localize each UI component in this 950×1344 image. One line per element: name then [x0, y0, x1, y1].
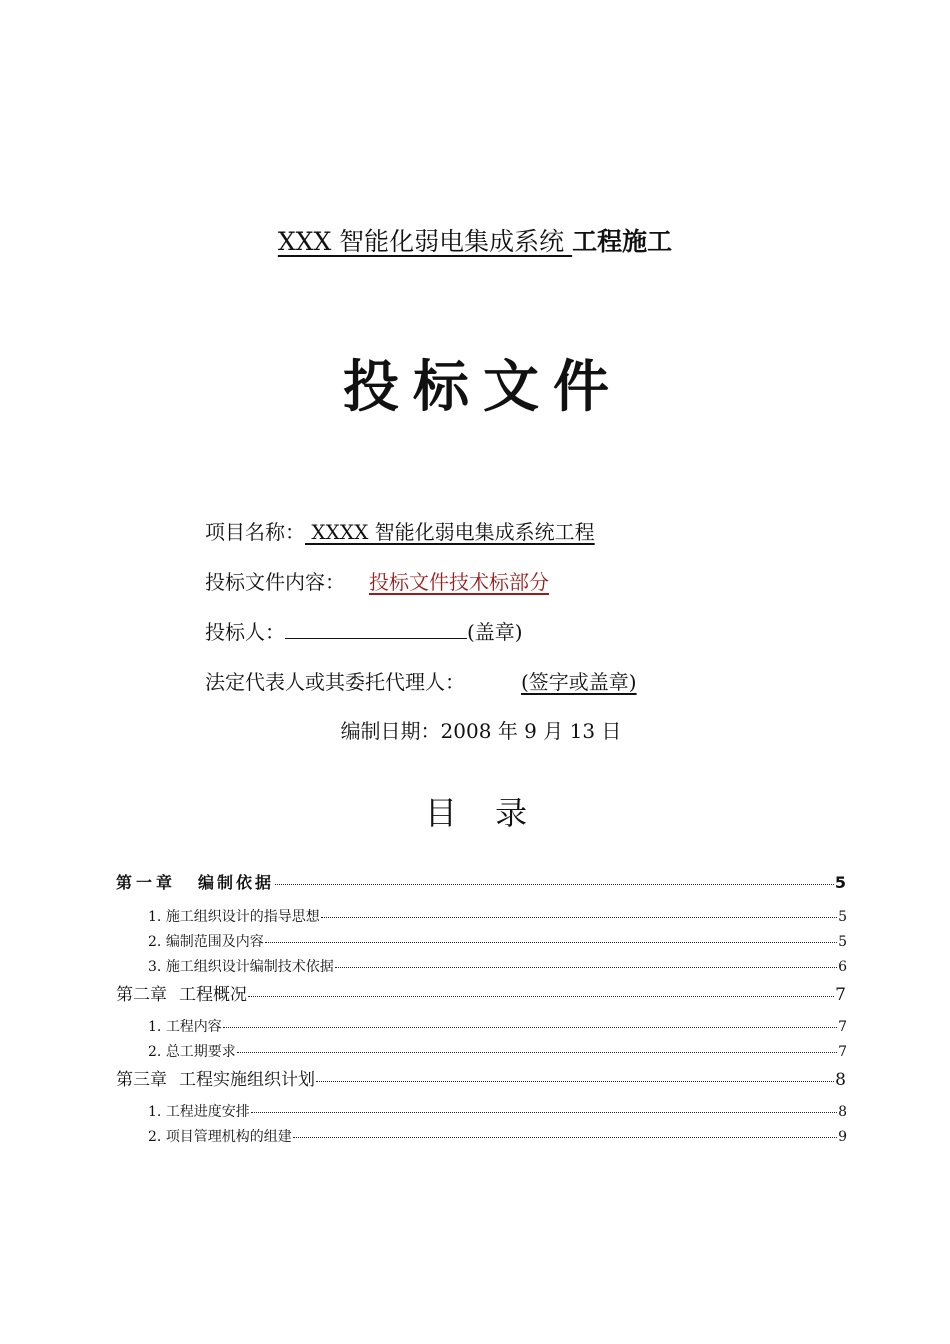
representative-field — [205, 666, 637, 695]
toc-section-2-2[interactable] — [148, 1041, 847, 1061]
project-title-line — [0, 222, 950, 258]
toc-chapter-2[interactable] — [116, 980, 846, 1005]
project-name-field — [205, 516, 595, 545]
compile-date: 编制日期：2008 年 9 月 13 日 — [340, 719, 622, 743]
toc-chapter-3-number: 第三章 — [116, 1070, 167, 1090]
toc-section-page: 7 — [838, 1019, 847, 1035]
toc-dot-leader — [293, 1137, 837, 1138]
project-name-label: 项目名称： — [205, 520, 305, 544]
toc-section-3-2[interactable] — [148, 1126, 847, 1146]
toc-section-title: 编制范围及内容 — [165, 934, 264, 950]
toc-section-title: 工程内容 — [165, 1019, 222, 1035]
toc-section-1-3[interactable] — [148, 956, 847, 976]
toc-section-2-1[interactable] — [148, 1016, 847, 1036]
toc-section-page: 7 — [838, 1044, 847, 1060]
toc-dot-leader — [335, 967, 837, 968]
toc-section-title: 项目管理机构的组建 — [165, 1129, 292, 1145]
bidder-suffix: (盖章) — [467, 620, 523, 644]
toc-dot-leader — [316, 1081, 834, 1082]
toc-chapter-1-page: 5 — [834, 873, 846, 892]
toc-section-page: 5 — [838, 909, 847, 925]
toc-chapter-2-page: 7 — [835, 985, 846, 1005]
toc-section-1-2[interactable] — [148, 931, 847, 951]
toc-section-3-1[interactable] — [148, 1101, 847, 1121]
toc-section-number: 2. — [148, 934, 162, 950]
toc-chapter-3-title: 工程实施组织计划 — [179, 1070, 315, 1090]
toc-section-number: 2. — [148, 1044, 162, 1060]
toc-chapter-1-number: 第一章 — [116, 873, 177, 892]
toc-section-1-1[interactable] — [148, 906, 847, 926]
toc-section-number: 2. — [148, 1129, 162, 1145]
toc-dot-leader — [321, 917, 837, 918]
content-field — [205, 566, 587, 595]
toc-dot-leader — [275, 884, 834, 885]
toc-chapter-1[interactable] — [116, 870, 846, 893]
toc-section-page: 6 — [838, 959, 847, 975]
toc-chapter-3-page: 8 — [835, 1070, 846, 1090]
bidder-blank — [285, 620, 467, 639]
content-label: 投标文件内容： — [205, 570, 345, 594]
toc-section-title: 施工组织设计编制技术依据 — [165, 959, 334, 975]
content-value: 投标文件技术标部分 — [369, 570, 549, 594]
toc-section-number: 3. — [148, 959, 162, 975]
toc-dot-leader — [248, 996, 834, 997]
main-title: 投标文件 — [343, 355, 623, 420]
toc-dot-leader — [251, 1112, 837, 1113]
toc-chapter-2-number: 第二章 — [116, 985, 167, 1005]
toc-chapter-2-title: 工程概况 — [179, 985, 247, 1005]
toc-dot-leader — [223, 1027, 837, 1028]
toc-section-page: 8 — [838, 1104, 847, 1120]
toc-section-title: 施工组织设计的指导思想 — [165, 909, 320, 925]
bidder-label: 投标人： — [205, 620, 285, 644]
toc-chapter-3[interactable] — [116, 1065, 846, 1090]
toc-dot-leader — [237, 1052, 837, 1053]
toc-chapter-1-title: 编制依据 — [198, 873, 275, 892]
project-title-bold: 工程施工 — [572, 227, 673, 256]
toc-section-title: 工程进度安排 — [165, 1104, 250, 1120]
representative-suffix: (签字或盖章) — [521, 670, 637, 694]
bidder-field — [205, 616, 523, 645]
toc-section-number: 1. — [148, 909, 162, 925]
toc-section-page: 5 — [838, 934, 847, 950]
project-title-underlined: XXX 智能化弱电集成系统 — [277, 227, 573, 256]
toc-title: 目 录 — [424, 794, 542, 832]
project-name-value: XXXX 智能化弱电集成系统工程 — [305, 520, 595, 544]
representative-label: 法定代表人或其委托代理人： — [205, 670, 465, 694]
toc-section-number: 1. — [148, 1019, 162, 1035]
toc-dot-leader — [265, 942, 837, 943]
toc-section-page: 9 — [838, 1129, 847, 1145]
toc-section-number: 1. — [148, 1104, 162, 1120]
toc-section-title: 总工期要求 — [165, 1044, 236, 1060]
